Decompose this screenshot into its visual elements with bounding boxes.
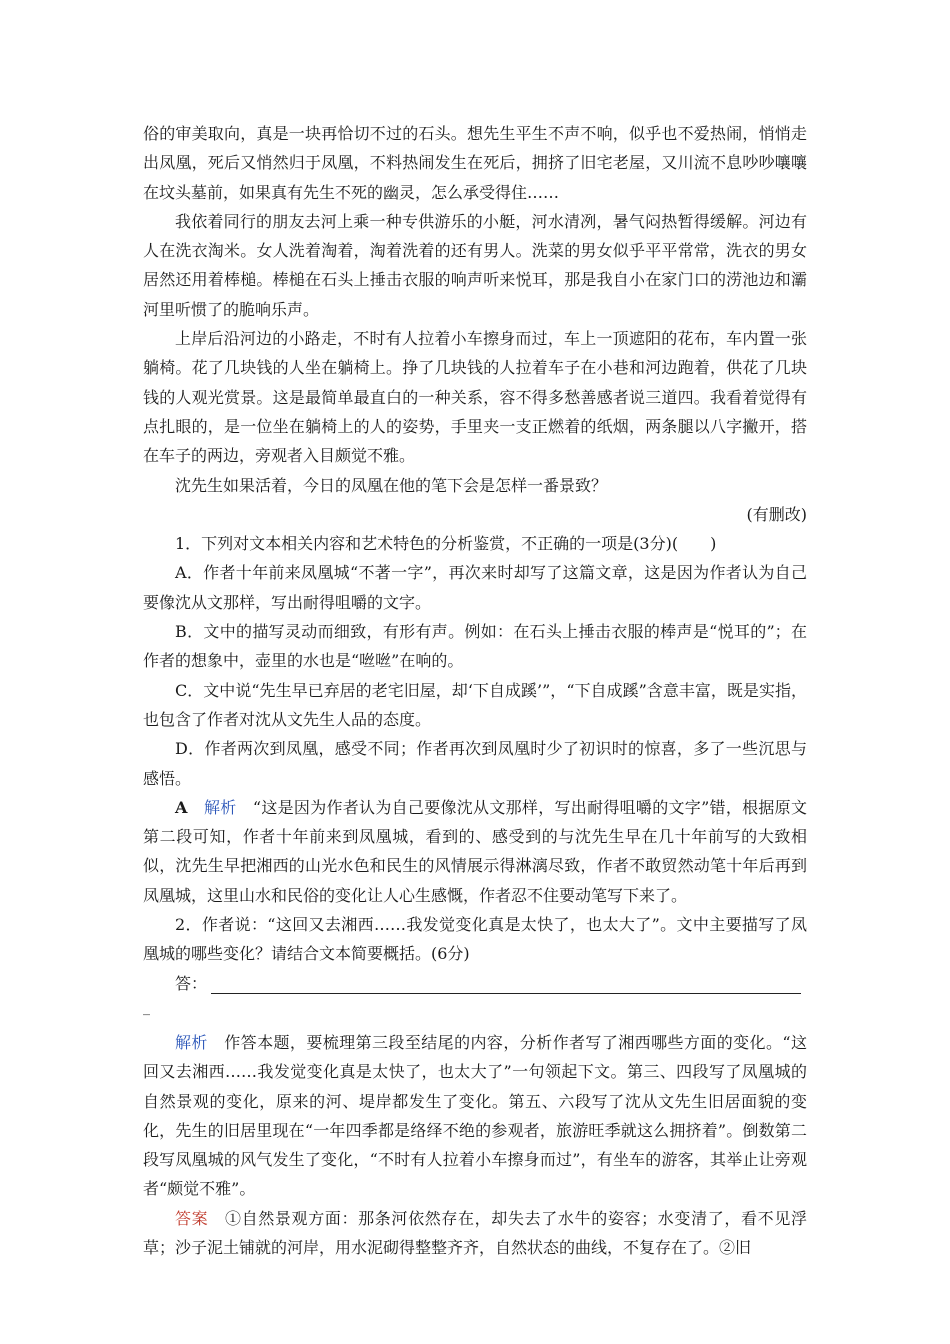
question-1-stem: 1．下列对文本相关内容和艺术特色的分析鉴赏，不正确的一项是(3分)( ) [175, 534, 717, 554]
question-1-option-b: B．文中的描写灵动而细致，有形有声。例如：在石头上捶击衣服的棒声是“悦耳的”；在作者的想象中，壶里的水也是“咝咝”在响的。 [143, 622, 807, 671]
passage-paragraph: 俗的审美取向，真是一块再恰切不过的石头。想先生平生不声不响，似乎也不爱热闹，悄悄走出凤凰，死后又悄然归于凤凰，不料热闹发生在死后，拥挤了旧宅老屋，又川流不息吵吵嚷嚷在坟头墓前，如果真有先生不死的幽灵，怎么承受得住…… [143, 124, 807, 202]
question-1-option-d: D．作者两次到凤凰，感受不同；作者再次到凤凰时少了初识时的惊喜，多了一些沉思与感悟。 [143, 739, 807, 788]
question-1-option-c: C．文中说“先生早已弃居的老宅旧屋，却‘下自成蹊’”，“下自成蹊”含意丰富，既是实指，也包含了作者对沈从文先生人品的态度。 [143, 680, 807, 729]
passage-paragraph: 我依着同行的朋友去河上乘一种专供游乐的小艇，河水清冽，暑气闷热暂得缓解。河边有人在洗衣淘米。女人洗着淘着，淘着洗着的还有男人。洗菜的男女似乎平平常常，洗衣的男女居然还用着棒槌。棒槌在石头上捶击衣服的响声听来悦耳，那是我自小在家门口的涝池边和灞河里听惯了的脆响乐声。 [143, 211, 807, 319]
answer-prompt: 答： [175, 973, 208, 993]
passage-paragraph: 上岸后沿河边的小路走，不时有人拉着小车擦身而过，车上一顶遮阳的花布，车内置一张躺椅。花了几块钱的人坐在躺椅上。挣了几块钱的人拉着车子在小巷和河边跑着，供花了几块钱的人观光赏景。这是最简单最直白的一种关系，容不得多愁善感者说三道四。我看着觉得有点扎眼的，是一位坐在躺椅上的人的姿势，手里夹一支正燃着的纸烟，两条腿以八字撇开，搭在车子的两边，旁观者入目颇觉不雅。 [143, 329, 807, 466]
analysis-text: “这是因为作者认为自己要像沈从文那样，写出耐得咀嚼的文字”错，根据原文第二段可知，作者十年前来到凤凰城，看到的、感受到的与沈先生早在几十年前写的大致相似，沈先生早把湘西的山光水色和民生的风情展示得淋漓尽致，作者不敢贸然动笔十年后再到凤凰城，这里山水和民俗的变化让人心生感慨，作者忍不住要动笔写下来了。 [143, 797, 807, 905]
analysis-label: 解析 [204, 797, 237, 817]
question-2-stem: 2．作者说：“这回又去湘西……我发觉变化真是太快了，也太大了”。文中主要描写了凤凰城的哪些变化？请结合文本简要概括。(6分) [143, 915, 807, 964]
analysis-text: 作答本题，要梳理第三段至结尾的内容，分析作者写了湘西哪些方面的变化。“这回又去湘西……我发觉变化真是太快了，也太大了”一句领起下文。第三、四段写了凤凰城的自然景观的变化，原来的河、堤岸都发生了变化。第五、六段写了沈从文先生旧居面貌的变化，先生的旧居里现在“一年四季都是络绎不绝的参观者，旅游旺季就这么拥挤着”。倒数第二段写凤凰城的风气发生了变化，“不时有人拉着小车擦身而过”，有坐车的游客，其举止让旁观者“颇觉不雅”。 [143, 1032, 807, 1199]
answer-blank-line[interactable] [211, 975, 801, 994]
source-note: (有删改) [746, 504, 807, 524]
question-1-option-a: A．作者十年前来凤凰城“不著一字”，再次来时却写了这篇文章，这是因为作者认为自己要像沈从文那样，写出耐得咀嚼的文字。 [143, 563, 807, 612]
answer-text: ①自然景观方面：那条河依然存在，却失去了水牛的姿容；水变清了，看不见浮草；沙子泥土铺就的河岸，用水泥砌得整整齐齐，自然状态的曲线，不复存在了。②旧 [143, 1208, 807, 1257]
spacer [143, 1018, 807, 1028]
answer-prompt-line [143, 969, 807, 998]
text-column [143, 119, 807, 1262]
question-2-answer [143, 1204, 807, 1263]
answer-label: 答案 [175, 1208, 209, 1228]
question-1-analysis [143, 793, 807, 910]
question-2-analysis [143, 1028, 807, 1204]
answer-letter: A [175, 797, 188, 817]
analysis-label: 解析 [175, 1032, 208, 1052]
answer-blank-tail: _ [143, 999, 150, 1016]
passage-paragraph: 沈先生如果活着，今日的凤凰在他的笔下会是怎样一番景致？ [175, 475, 608, 495]
